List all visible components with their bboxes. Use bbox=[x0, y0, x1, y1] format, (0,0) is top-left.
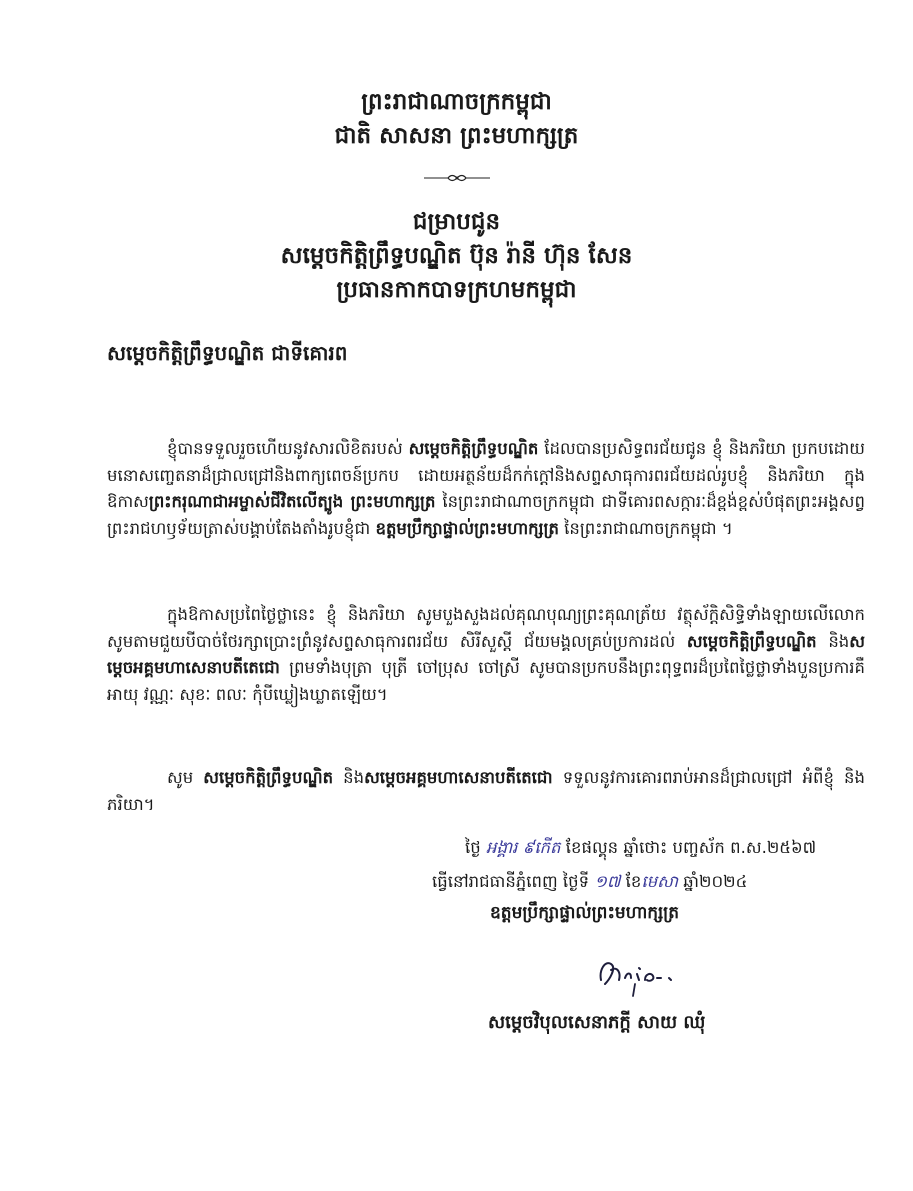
recipient-title: ប្រធានកាកបាទក្រហមកម្ពុជា bbox=[336, 276, 577, 303]
p3-text-3: ទទួលនូវការគោរពរាប់អានដ៏ជ្រាលជ្រៅ អំពីខ្ញុំ និងភរិយា។ bbox=[107, 768, 865, 814]
recipient-name: សម្តេចកិត្តិព្រឹទ្ធបណ្ឌិត ប៊ុន រ៉ានី ហ៊ុន សែន bbox=[280, 242, 633, 269]
p1-text-2: ដែលបានប្រសិទ្ធពរជ័យជូន ខ្ញុំ និងភរិយា ប្រកបដោយមនោសញ្ចេតនាដ៏ជ្រាលជ្រៅនិងពាក្យពេចន៍ប្រកប ដោយអត្ថន័យដ៏កក់ក្ដៅនិងសព្ទសាធុការពរជ័យដល់រូបខ្ញុំ និងភរិយា ក្នុងឱកាស bbox=[107, 439, 865, 511]
p1-text-3: នៃព្រះរាជាណាចក្រកម្ពុជា ជាទីគោរពសក្ការៈដ៏ខ្ពង់ខ្ពស់បំផុតព្រះអង្គសព្វព្រះរាជហឫទ័យត្រាស់បង្គាប់តែងតាំងរូបខ្ញុំជា bbox=[107, 492, 865, 538]
p1-bold-3: ឧត្តមប្រឹក្សាផ្ទាល់ព្រះមហាក្សត្រ bbox=[375, 518, 559, 538]
handwritten-signature bbox=[595, 950, 685, 998]
p2-bold-1: សម្តេចកិត្តិព្រឹទ្ធបណ្ឌិត bbox=[686, 631, 817, 651]
p1-bold-1: សម្តេចកិត្តិព្រឹទ្ធបណ្ឌិត bbox=[408, 439, 539, 458]
paragraph-1 bbox=[107, 436, 865, 542]
solar-date-year: ឆ្នាំ២០២៤ bbox=[683, 872, 748, 891]
solar-date-mid: ខែ bbox=[625, 872, 642, 891]
paragraph-2 bbox=[107, 602, 865, 708]
p3-bold-2: សម្តេចអគ្គមហាសេនាបតីតេជោ bbox=[364, 768, 553, 787]
p1-bold-2: ព្រះករុណាជាអម្ចាស់ជីវិតលើត្បូង ព្រះមហាក្សត្រ bbox=[148, 492, 436, 511]
p2-text-3: ព្រមទាំងបុត្រា បុត្រី ចៅប្រុស ចៅស្រី សូមបានប្រកបនឹងព្រះពុទ្ធពរដ៏ប្រពៃថ្លៃថ្លាទាំងបួនប្រការគឺ អាយុ វណ្ណៈ សុខៈ ពលៈ កុំបីឃ្លៀងឃ្លាតឡើយ។ bbox=[107, 658, 865, 704]
p3-bold-1: សម្តេចកិត្តិព្រឹទ្ធបណ្ឌិត bbox=[203, 768, 334, 787]
p3-text-1: សូម bbox=[167, 768, 194, 787]
lunar-date-handwritten: អង្គារ ៩កេីត bbox=[485, 838, 561, 857]
p1-text-4: នៃព្រះរាជាណាចក្រកម្ពុជា ។ bbox=[564, 518, 733, 538]
national-header bbox=[0, 85, 913, 153]
solar-date-month: មេសា bbox=[641, 872, 679, 891]
kingdom-line: ព្រះរាជាណាចក្រកម្ពុជា bbox=[361, 88, 552, 115]
p2-text-1: ក្នុងឱកាសប្រពៃថ្ងៃថ្លានេះ ខ្ញុំ និងភរិយា សូមបួងសួងដល់គុណបុណ្យព្រះគុណត្រ័យ វត្ថុស័ក្តិសិទ្ធិទាំងឡាយលើលោក សូមតាមជួយបីបាច់ថែរក្សាប្រោះព្រំនូវសព្ទសាធុការពរជ័យ សិរីសួស្ដី ជ័យមង្គលគ្រប់ប្រការដល់ bbox=[107, 605, 865, 651]
solar-date-day: ១៧ bbox=[594, 872, 621, 891]
p2-bold-2: សម្តេចអគ្គមហាសេនាបតីតេជោ bbox=[107, 631, 865, 677]
ornament-divider bbox=[0, 172, 913, 188]
lunar-date bbox=[465, 838, 816, 862]
paragraph-3 bbox=[107, 765, 865, 818]
p2-text-2: និង bbox=[828, 631, 850, 651]
motto-line: ជាតិ សាសនា ព្រះមហាក្សត្រ bbox=[334, 122, 579, 149]
recipient-greeting: ជម្រាបជូន bbox=[412, 208, 501, 235]
signer-name: សម្តេចវិបុលសេនាភក្ដី សាយ ឈុំ bbox=[488, 1012, 706, 1033]
solar-date-prefix: ធ្វើនៅរាជធានីភ្នំពេញ ថ្ងៃទី bbox=[432, 872, 590, 891]
p1-text-1: ខ្ញុំបានទទួលរួចហើយនូវសារលិខិតរបស់ bbox=[167, 439, 403, 458]
solar-date bbox=[432, 872, 747, 896]
lunar-date-prefix: ថ្ងៃ bbox=[465, 838, 481, 857]
lunar-date-rest: ខែផល្គុន ឆ្នាំថោះ បញ្ចស័ក ព.ស.២៥៦៧ bbox=[565, 838, 817, 857]
signer-position: ឧត្តមប្រឹក្សាផ្ទាល់ព្រះមហាក្សត្រ bbox=[490, 903, 680, 923]
salutation: សម្តេចកិត្តិព្រឹទ្ធបណ្ឌិត ជាទីគោរព bbox=[107, 341, 348, 365]
recipient-block bbox=[0, 205, 913, 307]
p3-text-2: និង bbox=[343, 768, 365, 787]
